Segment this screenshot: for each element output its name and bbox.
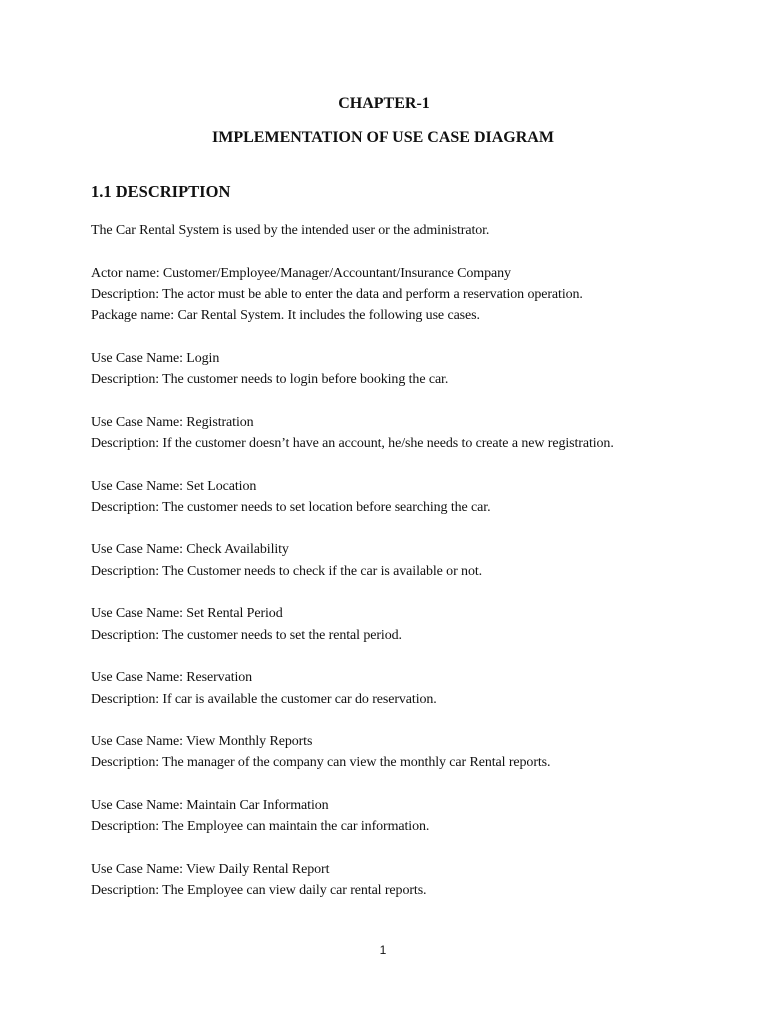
use-case-description: Description: The Employee can maintain the car information. xyxy=(91,819,430,835)
use-case-set-location xyxy=(91,476,731,519)
use-case-maintain-car-information xyxy=(91,795,731,838)
use-case-name: Use Case Name: Registration xyxy=(91,414,254,430)
use-case-description: Description: The customer needs to set the rental period. xyxy=(91,627,402,643)
package-name-text: Package name: Car Rental System. It includes the following use cases. xyxy=(91,308,480,324)
use-case-name: Use Case Name: Reservation xyxy=(91,670,253,686)
actor-description-text: Description: The actor must be able to enter the data and perform a reservation operation. xyxy=(91,286,583,302)
use-case-description: Description: The customer needs to set location before searching the car. xyxy=(91,499,491,515)
use-case-view-monthly-reports xyxy=(91,731,731,774)
page-title: IMPLEMENTATION OF USE CASE DIAGRAM xyxy=(212,129,554,146)
page-number: 1 xyxy=(379,943,387,957)
use-case-description: Description: If the customer doesn’t have an account, he/she needs to create a new registration. xyxy=(91,435,614,451)
use-case-login xyxy=(91,348,731,391)
use-case-name: Use Case Name: Set Location xyxy=(91,478,257,494)
intro-paragraph xyxy=(91,220,731,241)
use-case-description: Description: The manager of the company can view the monthly car Rental reports. xyxy=(91,755,551,771)
use-case-name: Use Case Name: Maintain Car Information xyxy=(91,798,329,814)
intro-text: The Car Rental System is used by the intended user or the administrator. xyxy=(91,223,490,238)
use-case-name: Use Case Name: Set Rental Period xyxy=(91,606,283,622)
use-case-name: Use Case Name: Login xyxy=(91,350,220,366)
use-case-description: Description: If car is available the customer car do reservation. xyxy=(91,691,437,707)
use-case-description: Description: The Employee can view daily car rental reports. xyxy=(91,883,427,899)
use-case-description: Description: The customer needs to login before booking the car. xyxy=(91,372,449,388)
section-heading: 1.1 DESCRIPTION xyxy=(91,182,231,201)
document-body xyxy=(91,220,731,923)
use-case-name: Use Case Name: Check Availability xyxy=(91,542,289,558)
use-case-name: Use Case Name: View Monthly Reports xyxy=(91,734,313,750)
use-case-view-daily-rental-report xyxy=(91,859,731,902)
actor-name-text: Actor name: Customer/Employee/Manager/Accountant/Insurance Company xyxy=(91,265,511,281)
chapter-label: CHAPTER-1 xyxy=(338,95,430,112)
use-case-name: Use Case Name: View Daily Rental Report xyxy=(91,861,330,877)
use-case-check-availability xyxy=(91,539,731,582)
use-case-registration xyxy=(91,412,731,455)
use-case-description: Description: The Customer needs to check if the car is available or not. xyxy=(91,563,483,579)
actor-block xyxy=(91,263,731,327)
use-case-set-rental-period xyxy=(91,603,731,646)
use-case-reservation xyxy=(91,667,731,710)
